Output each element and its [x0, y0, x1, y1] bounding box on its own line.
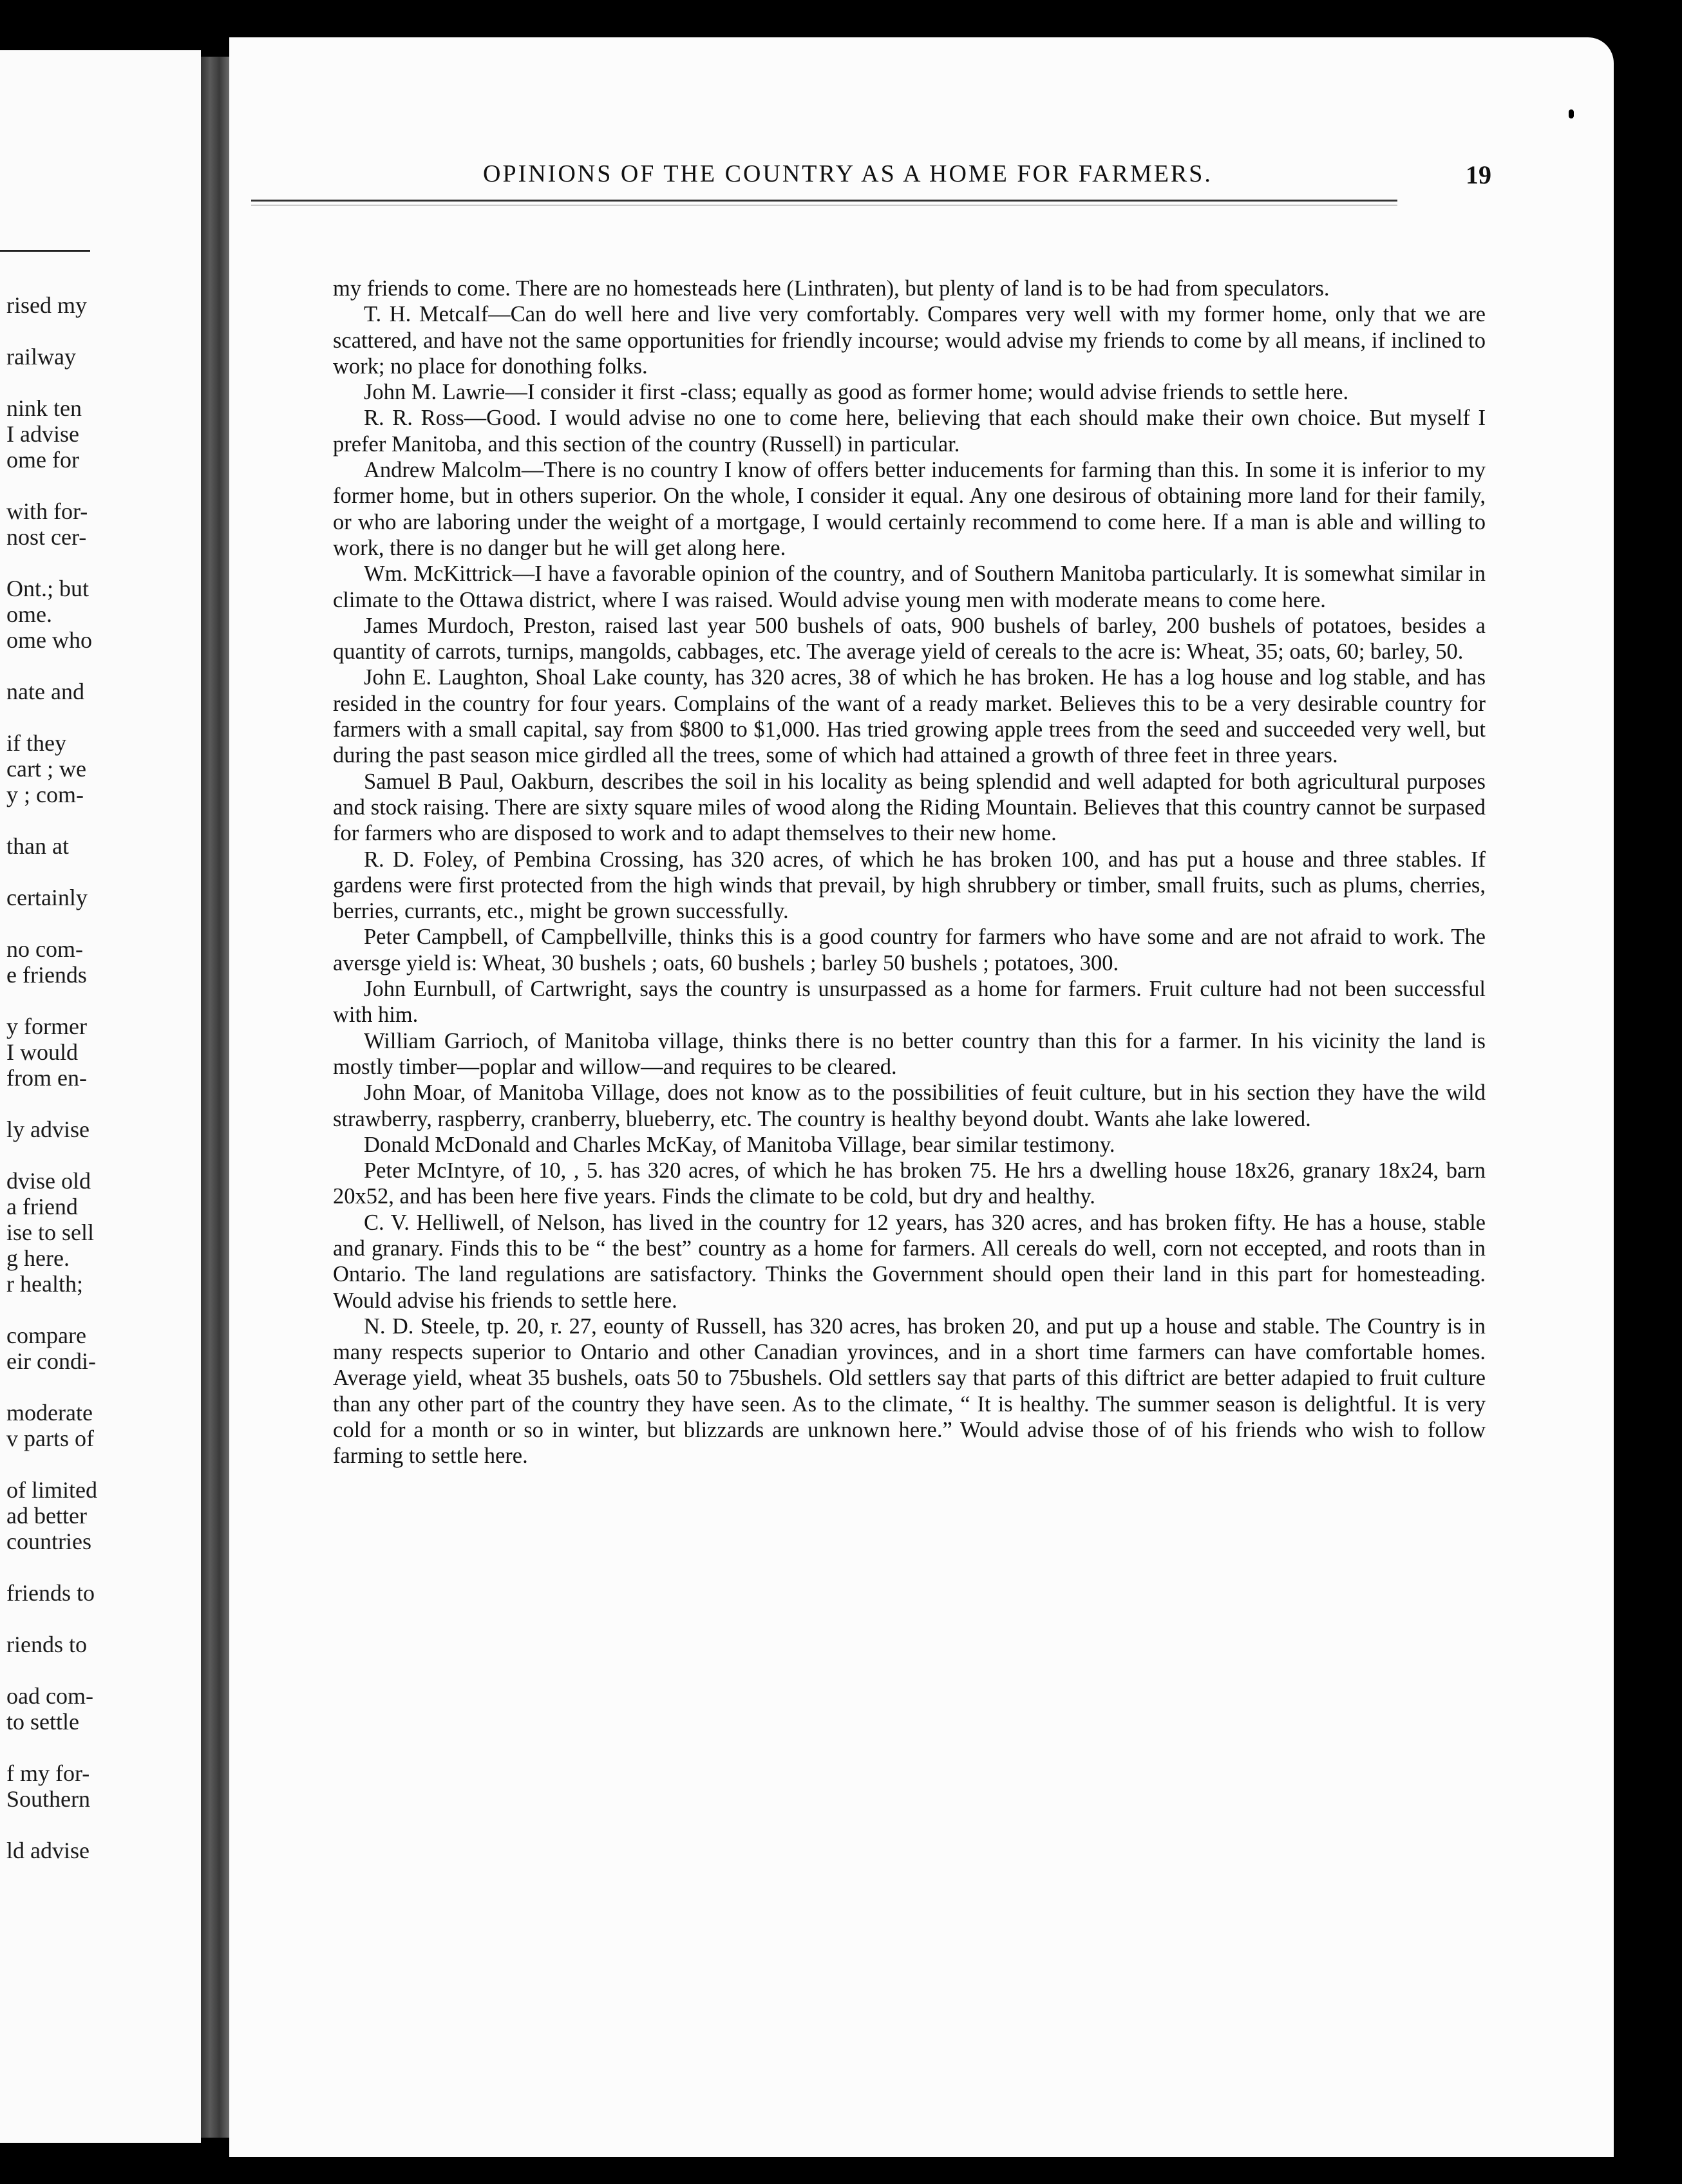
- book-gutter: [201, 57, 232, 2138]
- facing-page-line: I advise: [6, 421, 79, 447]
- facing-page-line: eir condi-: [6, 1348, 96, 1374]
- facing-page-line: nate and: [6, 679, 84, 704]
- facing-page-line: moderate: [6, 1400, 93, 1426]
- running-head: OPINIONS OF THE COUNTRY AS A HOME FOR FARMERS.: [483, 160, 1213, 187]
- facing-page-line: riends to: [6, 1632, 87, 1657]
- facing-page-line: ome for: [6, 447, 79, 473]
- facing-page-line: with for-: [6, 498, 88, 524]
- facing-page-line: ld advise: [6, 1838, 90, 1863]
- facing-page-line: if they: [6, 730, 66, 756]
- facing-page-line: ad better: [6, 1503, 87, 1529]
- facing-page-rule: [0, 250, 90, 252]
- facing-page-line: e friends: [6, 962, 87, 988]
- facing-page-line: from en-: [6, 1065, 87, 1091]
- facing-page-line: I would: [6, 1039, 78, 1065]
- facing-page-line: ome.: [6, 601, 52, 627]
- facing-page-line: f my for-: [6, 1760, 90, 1786]
- facing-page-line: a friend: [6, 1194, 78, 1219]
- paragraph: T. H. Metcalf—Can do well here and live very comfortably. Compares very well with my former home, only that we are scattered, and have not the same opportunities for friendly incourse; would advise my friends to come by all means, if inclined to work; no place for donothing folks.: [333, 302, 1486, 379]
- facing-page-line: ly advise: [6, 1116, 90, 1142]
- facing-page-line: countries: [6, 1529, 91, 1554]
- scan-speck: [1669, 1964, 1672, 1983]
- paragraph: John M. Lawrie—I consider it first -class; equally as good as former home; would advise friends to settle here.: [364, 380, 1349, 405]
- facing-page-line: nost cer-: [6, 524, 87, 550]
- facing-page-line: no com-: [6, 936, 83, 962]
- paragraph: R. R. Ross—Good. I would advise no one to come here, believing that each should make their own choice. But myself I prefer Manitoba, and this section of the country (Russell) in particular.: [333, 406, 1486, 457]
- paragraph: John Moar, of Manitoba Village, does not know as to the possibilities of feuit culture, but in his section they have the wild strawberry, raspberry, cranberry, blueberry, etc. The country is healthy beyond doubt. Wants ahe lake lowered.: [333, 1080, 1486, 1131]
- paragraph: Peter McIntyre, of 10, , 5. has 320 acres, of which he has broken 75. He hrs a dwelling house 18x26, granary 18x24, barn 20x52, and has been here five years. Finds the climate to be cold, but dry and healthy.: [333, 1158, 1486, 1209]
- paragraph: John E. Laughton, Shoal Lake county, has 320 acres, 38 of which he has broken. He has a log house and log stable, and has resided in the country for four years. Complains of the want of a ready market. Believes this to be a very desirable country for farmers with a small capital, say from $800 to $1,000. Has tried growing apple trees from the seed and succeeded very well, but during the past season mice girdled all the trees, some of which had attained a growth of three feet in three years.: [333, 665, 1486, 768]
- facing-page-line: certainly: [6, 885, 88, 910]
- paragraph: William Garrioch, of Manitoba village, thinks there is no better country than this for a farmer. In his vicinity the land is mostly timber—poplar and willow—and requires to be cleared.: [333, 1028, 1486, 1079]
- facing-page-line: compare: [6, 1323, 86, 1348]
- scan-speck: [1569, 109, 1574, 118]
- facing-page-line: dvise old: [6, 1168, 91, 1194]
- facing-page-line: friends to: [6, 1580, 95, 1606]
- paragraph: C. V. Helliwell, of Nelson, has lived in the country for 12 years, has 320 acres, and has broken fifty. He has a house, stable and granary. Finds this to be “ the best” country as a home for farmers. All cereals do well, corn not eccepted, and roots than in Ontario. The land regulations are satisfactory. Thinks the Government should open their land in this part for homesteading. Would advise his friends to settle here.: [333, 1210, 1486, 1313]
- paragraph: R. D. Foley, of Pembina Crossing, has 320 acres, of which he has broken 100, and has put a house and three stables. If gardens were first protected from the high winds that prevail, by high shrubbery or timber, small fruits, such as plums, cherries, berries, currants, etc., might be grown successfully.: [333, 847, 1486, 924]
- facing-page-line: r health;: [6, 1271, 83, 1297]
- facing-page-line: y ; com-: [6, 782, 84, 807]
- facing-page-line: g here.: [6, 1245, 70, 1271]
- paragraph: Andrew Malcolm—There is no country I know of offers better inducements for farming than this. In some it is inferior to my former home, but in others superior. On the whole, I consider it equal. Any one desirous of obtaining more land for their family, or who are laboring under the weight of a mortgage, I would certainly recommend to come here. If a man is able and willing to work, there is no danger but he will get along here.: [333, 458, 1486, 560]
- facing-page-line: nink ten: [6, 395, 82, 421]
- facing-page-line: cart ; we: [6, 756, 86, 782]
- facing-page-line: rised my: [6, 292, 87, 318]
- facing-page-line: ise to sell: [6, 1219, 94, 1245]
- paragraph: N. D. Steele, tp. 20, r. 27, eounty of Russell, has 320 acres, has broken 20, and put up a house and stable. The Country is in many respects superior to Ontario and other Canadian yrovinces, and in a short time farmers can have comfortable homes. Average yield, wheat 35 bushels, oats 50 to 75bushels. Old settlers say that parts of this diftrict are better adapied to fruit culture than any other part of the country they have seen. As to the climate, “ It is healthy. The summer season is delightful. It is very cold for a month or so in winter, but blizzards are unknown here.” Would advise those of of his friends who wish to follow farming to settle here.: [333, 1313, 1486, 1469]
- paragraph: my friends to come. There are no homesteads here (Linthraten), but plenty of land is to be had from speculators.: [333, 276, 1330, 301]
- paragraph: Donald McDonald and Charles McKay, of Manitoba Village, bear similar testimony.: [364, 1132, 1115, 1157]
- paragraph: Wm. McKittrick—I have a favorable opinion of the country, and of Southern Manitoba particularly. It is somewhat similar in climate to the Ottawa district, where I was raised. Would advise young men with moderate means to come here.: [333, 561, 1486, 612]
- paragraph: James Murdoch, Preston, raised last year 500 bushels of oats, 900 bushels of barley, 200 bushels of potatoes, besides a quantity of carrots, turnips, mangolds, cabbages, etc. The average yield of cereals to the acre is: Wheat, 35; oats, 60; barley, 50.: [333, 613, 1486, 664]
- facing-page-line: v parts of: [6, 1426, 94, 1451]
- facing-page-line: of limited: [6, 1477, 97, 1503]
- paragraph: John Eurnbull, of Cartwright, says the country is unsurpassed as a home for farmers. Fruit culture had not been successful with him.: [333, 977, 1486, 1028]
- paragraph: Peter Campbell, of Campbellville, thinks this is a good country for farmers who have some and are not afraid to work. The aversge yield is: Wheat, 30 bushels ; oats, 60 bushels ; barley 50 bushels ; potatoes, 300.: [333, 925, 1486, 975]
- page-number: 19: [1466, 160, 1491, 189]
- facing-page-line: than at: [6, 833, 69, 859]
- page-body-text: [333, 276, 1486, 1469]
- header-rule: [251, 200, 1397, 202]
- facing-page-line: to settle: [6, 1709, 79, 1735]
- facing-page-line: ome who: [6, 627, 92, 653]
- facing-page-line: railway: [6, 344, 76, 370]
- facing-page-line: y former: [6, 1013, 87, 1039]
- facing-page-line: Southern: [6, 1786, 90, 1812]
- facing-page-line: Ont.; but: [6, 576, 90, 601]
- facing-page-line: oad com-: [6, 1683, 93, 1709]
- paragraph: Samuel B Paul, Oakburn, describes the soil in his locality as being splendid and well adapted for both agricultural purposes and stock raising. There are sixty square miles of wood along the Riding Mountain. Believes that this country cannot be surpased for farmers who are disposed to work and to adapt themselves to their new home.: [333, 769, 1486, 846]
